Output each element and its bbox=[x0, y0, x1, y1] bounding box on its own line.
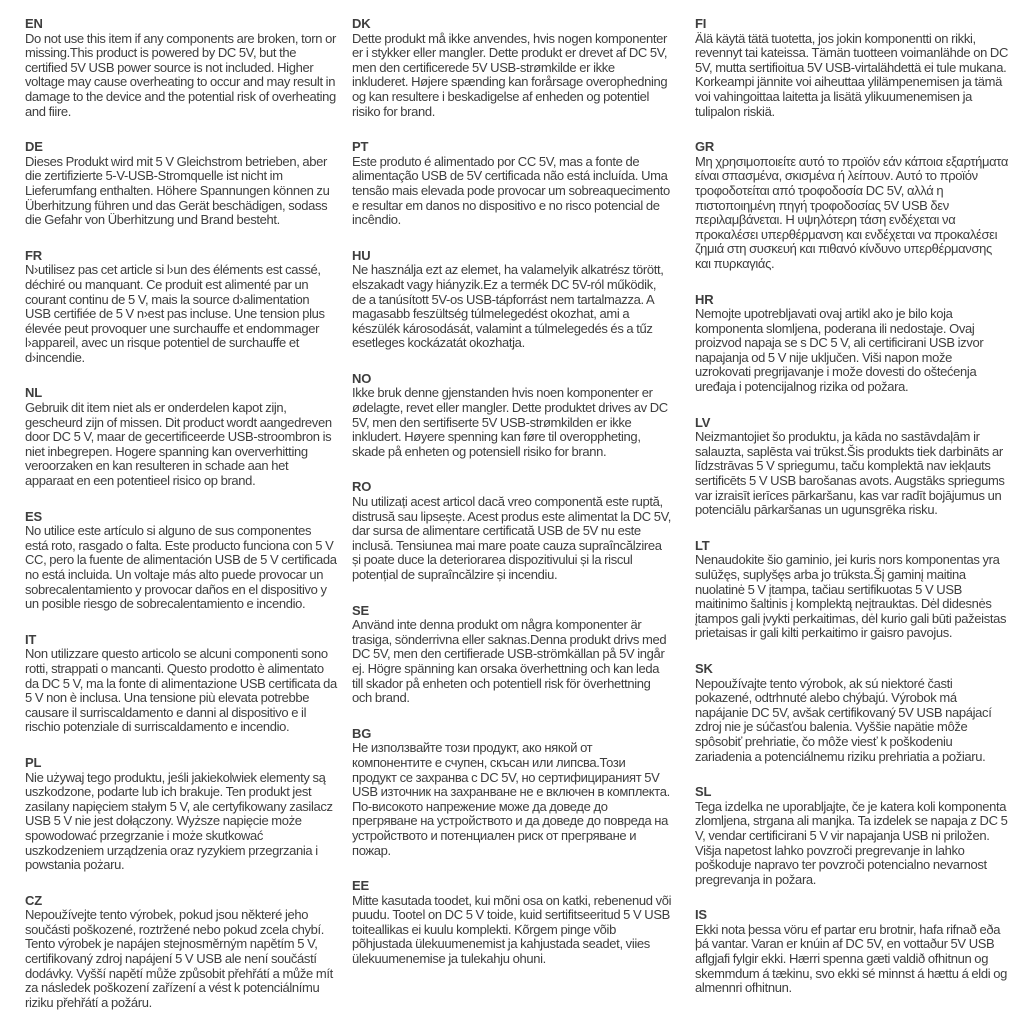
language-section bbox=[352, 140, 672, 228]
language-code-label: DK bbox=[352, 16, 371, 31]
language-text: Μη χρησιμοποιείτε αυτό το προϊόν εάν κάποια εξαρτήματα είναι σπασμένα, σκισμένα ή λείπουν. Αυτό το προϊόν τροφοδοτείται από τροφοδοσία DC 5V, αλλά η πιστοποιημένη πηγή τροφοδοσίας 5V USB δεν περιλαμβάνεται. Η υψηλότερη τάση ενδέχεται να προκαλέσει υπερθέρμανση και ενδέχεται να προκαλέσει ζημιά στη συσκευή και πιθανό κίνδυνο υπερθέρμανσης και πυρκαγιάς. bbox=[695, 153, 1009, 271]
language-text: Ekki nota þessa vöru ef partar eru brotnir, hafa rifnað eða þá vantar. Varan er knúin af DC 5V, en vottaður 5V USB aflgjafi fylgir ekki. Hærri spenna gæti valdið ofhitnun og skemmdum á tækinu, svo ekki sé minnst á hættu á eldi og almennri ofhitnun. bbox=[695, 921, 1007, 996]
language-code-label: RO bbox=[352, 479, 372, 495]
language-section bbox=[352, 480, 672, 582]
language-section bbox=[695, 662, 1010, 764]
column bbox=[352, 17, 672, 988]
language-text: Älä käytä tätä tuotetta, jos jokin komponentti on rikki, revennyt tai kateissa. Tämän tuotteen voimanlähde on DC 5V, mutta sertifioitua 5V USB-virtalähdettä ei tule mukana. Korkeampi jännite voi aiheuttaa ylilämpenemisen ja tämä voi vahingoittaa laitetta ja lisätä ylikuumenemisen ja tulipalon riskiä. bbox=[695, 30, 1008, 119]
language-code-label: HR bbox=[695, 291, 714, 307]
language-section bbox=[25, 386, 337, 488]
language-code-label: SK bbox=[695, 660, 713, 676]
language-text: Dieses Produkt wird mit 5 V Gleichstrom betrieben, aber die zertifizierte 5-V-USB-Stromquelle ist nicht im Lieferumfang enthalten. Höhere Spannungen können zu Überhitzung führen und das Gerät beschädigen, sodass die Gefahr von Überhitzung und Brand besteht. bbox=[25, 153, 330, 228]
language-text: Tega izdelka ne uporabljajte, če je katera koli komponenta zlomljena, strgana ali manjka. Ta izdelek se napaja z DC 5 V, vendar certificirani 5 V vir napajanja USB ni priložen. Višja napetost lahko povzroči pregrevanje in lahko poškoduje napravo ter povzroči potencialno nevarnost pregrevanja in požara. bbox=[695, 798, 1008, 887]
language-code-label: BG bbox=[352, 725, 372, 741]
language-text: N›utilisez pas cet article si l›un des éléments est cassé, déchiré ou manquant. Ce produit est alimenté par un courant continu de 5 V, mais la source d›alimentation USB certifiée de 5 V n›est pas incluse. Une tension plus élevée peut provoquer une surchauffe et endommager l›appareil, avec un risque potentiel de surchauffe et d›incendie. bbox=[25, 262, 325, 365]
language-code-label: HU bbox=[352, 247, 371, 263]
language-code-label: DE bbox=[25, 139, 43, 155]
language-code-label: FI bbox=[695, 16, 707, 31]
language-text: Nemojte upotrebljavati ovaj artikl ako je bilo koja komponenta slomljena, poderana ili nedostaje. Ovaj proizvod napaja se s DC 5 V, ali certificirani USB izvor napajanja od 5 V nije uključen. Viši napon može uzrokovati pregrijavanje i može dovesti do oštećenja uređaja i potencijalnog rizika od požara. bbox=[695, 306, 984, 395]
language-code-label: GR bbox=[695, 139, 715, 155]
language-text: Nenaudokite šio gaminio, jei kuris nors komponentas yra sulūžęs, suplyšęs arba jo trūksta.Šį gaminį maitina nuolatinė 5 V įtampa, tačiau sertifikuotas 5 V USB maitinimo šaltinis į komplektą neįtrauktas. Dėl didesnės įtampos gali įvykti perkaitimas, dėl kurio gali būti pažeistas prietaisas ir gali kilti perkaitimo ir gaisro pavojus. bbox=[695, 552, 1007, 641]
language-code-label: IS bbox=[695, 907, 707, 923]
language-code-label: LT bbox=[695, 537, 710, 553]
language-section bbox=[352, 372, 672, 460]
language-text: No utilice este artículo si alguno de sus componentes está roto, rasgado o falta. Este producto funciona con 5 V CC, pero la fuente de alimentación USB de 5 V certificada no está incluida. Un voltaje más alto puede provocar un sobrecalentamiento y provocar daños en el dispositivo y un posible riesgo de sobrecalentamiento e incendio. bbox=[25, 523, 337, 612]
language-text: Ikke bruk denne gjenstanden hvis noen komponenter er ødelagte, revet eller mangler. Dette produktet drives av DC 5V, men den sertifiserte 5V USB-strømkilden er ikke inkludert. Høyere spenning kan føre til overoppheting, skade på enheten og potensiell risiko for brann. bbox=[352, 385, 668, 459]
language-code-label: SL bbox=[695, 784, 712, 800]
language-section bbox=[695, 539, 1010, 641]
language-section bbox=[695, 416, 1010, 518]
language-text: Nu utilizați acest articol dacă vreo componentă este ruptă, distrusă sau lipsește. Acest produs este alimentat la DC 5V, dar sursa de alimentare certificată USB de 5V nu este inclusă. Tensiunea mai mare poate cauza supraîncălzirea și poate duce la deteriorarea dispozitivului și la riscul potențial de supraîncălzire și incendiu. bbox=[352, 494, 672, 582]
language-section bbox=[352, 879, 672, 967]
language-text: Do not use this item if any components are broken, torn or missing.This product is powered by DC 5V, but the certified 5V USB power source is not included. Higher voltage may cause overheating to occur and may result in damage to the device and the potential risk of overheating and fiire. bbox=[25, 30, 336, 119]
language-code-label: ES bbox=[25, 508, 42, 524]
language-section bbox=[352, 727, 672, 858]
language-code-label: PL bbox=[25, 754, 42, 770]
language-text: Не използвайте този продукт, ако някой от компонентите е счупен, скъсан или липсва.Този продукт се захранва с DC 5V, но сертифицираният 5V USB източник на захранване не е включен в комплекта. По-високото напрежение може да доведе до прегряване на устройството и да доведе до повреда на устройството и потенциален риск от прегряване и пожар. bbox=[352, 740, 670, 858]
language-section bbox=[352, 604, 672, 706]
language-code-label: CZ bbox=[25, 892, 42, 908]
language-code-label: EE bbox=[352, 878, 369, 894]
language-section bbox=[695, 293, 1010, 395]
column bbox=[695, 17, 1010, 1017]
language-code-label: LV bbox=[695, 414, 711, 430]
language-text: Non utilizzare questo articolo se alcuni componenti sono rotti, strappati o mancanti. Questo prodotto è alimentato da DC 5 V, ma la fonte di alimentazione USB certificata da 5 V non è inclusa. Una tensione più elevata potrebbe causare il surriscaldamento e danni al dispositivo e il rischio potenziale di surriscaldamento e incendio. bbox=[25, 646, 337, 735]
language-code-label: EN bbox=[25, 16, 43, 31]
language-code-label: NL bbox=[25, 385, 42, 401]
language-code-label: NO bbox=[352, 370, 372, 386]
language-text: Nepoužívejte tento výrobek, pokud jsou některé jeho součásti poškozené, roztržené nebo pokud zcela chybí. Tento výrobek je napájen stejnosměrným napětím 5 V, certifikovaný zdroj napájení 5 V USB ale není součástí dodávky. Vyšší napětí může způsobit přehřátí a může mít za následek poškození zařízení a vést k potenciálnímu riziku přehřátí a požáru. bbox=[25, 907, 333, 1010]
language-section bbox=[25, 756, 337, 873]
language-text: Neizmantojiet šo produktu, ja kāda no sastāvdaļām ir salauzta, saplēsta vai trūkst.Šis produkts tiek darbināts ar līdzstrāvas 5 V spriegumu, taču komplektā nav iekļauts sertificēts 5 V USB barošanas avots. Augstāks spriegums var izraisīt ierīces pārkaršanu, kas var radīt bojājumus un potenciālu pārkaršanas un ugunsgrēka risku. bbox=[695, 429, 1005, 518]
language-code-label: SE bbox=[352, 602, 369, 618]
language-text: Ne használja ezt az elemet, ha valamelyik alkatrész törött, elszakadt vagy hiányzik.Ez a termék DC 5V-ról működik, de a tanúsított 5V-os USB-tápforrást nem tartalmazza. A magasabb feszültség túlmelegedést okozhat, ami a készülék károsodását, valamint a túlmelegedés és a tűz esetleges kockázatát okozhatja. bbox=[352, 262, 664, 351]
language-section bbox=[352, 249, 672, 351]
language-code-label: IT bbox=[25, 631, 37, 647]
language-section bbox=[695, 785, 1010, 887]
language-section bbox=[25, 249, 337, 366]
language-section bbox=[25, 17, 337, 119]
language-text: Nie używaj tego produktu, jeśli jakiekolwiek elementy są uszkodzone, podarte lub ich brakuje. Ten produkt jest zasilany napięciem stałym 5 V, ale certyfikowany zasilacz USB 5 V nie jest dołączony. Wyższe napięcie może spowodować przegrzanie i może skutkować uszkodzeniem urządzenia oraz ryzykiem przegrzania i powstania pożaru. bbox=[25, 769, 333, 873]
language-code-label: PT bbox=[352, 139, 369, 155]
language-section bbox=[695, 908, 1010, 996]
language-text: Nepoužívajte tento výrobok, ak sú niektoré časti pokazené, odtrhnuté alebo chýbajú. Výrobok má napájanie DC 5V, avšak certifikovaný 5V USB napájací zdroj nie je súčasťou balenia. Vyššie napätie môže spôsobiť prehriatie, čo môže viesť k poškodeniu zariadenia a potenciálnemu riziku prehriatia a požiaru. bbox=[695, 675, 992, 764]
language-text: Mitte kasutada toodet, kui mõni osa on katki, rebenenud või puudu. Tootel on DC 5 V toide, kuid sertifitseeritud 5 V USB toiteallikas ei kuulu komplekti. Kõrgem pinge võib põhjustada ülekuumenemist ja kahjustada seadet, viies ülekuumenemise ja tulekahju ohuni. bbox=[352, 892, 672, 967]
language-section bbox=[25, 510, 337, 612]
language-section bbox=[25, 140, 337, 228]
language-section bbox=[25, 894, 337, 1011]
language-code-label: FR bbox=[25, 247, 42, 263]
language-text: Este produto é alimentado por CC 5V, mas a fonte de alimentação USB de 5V certificada não está incluída. Uma tensão mais elevada pode provocar um sobreaquecimento e resultar em danos no dispositivo e no risco potencial de incêndio. bbox=[352, 153, 670, 228]
language-section bbox=[352, 17, 672, 119]
language-section bbox=[695, 140, 1010, 271]
language-text: Gebruik dit item niet als er onderdelen kapot zijn, gescheurd zijn of missen. Dit product wordt aangedreven door DC 5 V, maar de gecertificeerde USB-stroombron is niet inbegrepen. Hogere spanning kan oververhitting veroorzaken en kan resulteren in schade aan het apparaat en een potentieel risico op brand. bbox=[25, 400, 332, 489]
column bbox=[25, 17, 337, 1024]
language-section bbox=[695, 17, 1010, 119]
language-text: Använd inte denna produkt om några komponenter är trasiga, sönderrivna eller saknas.Denna produkt drivs med DC 5V, men den certifierade USB-strömkällan på 5V ingår ej. Högre spänning kan orsaka överhettning och kan leda till skador på enheten och potentiell risk för överhettning och brand. bbox=[352, 617, 667, 706]
language-section bbox=[25, 633, 337, 735]
language-text: Dette produkt må ikke anvendes, hvis nogen komponenter er i stykker eller mangler. Dette produkt er drevet af DC 5V, men den certificerede 5V USB-strømkilde er ikke inkluderet. Højere spænding kan forårsage overophedning og kan resultere i beskadigelse af enheden og potentiel risiko for brand. bbox=[352, 30, 668, 119]
